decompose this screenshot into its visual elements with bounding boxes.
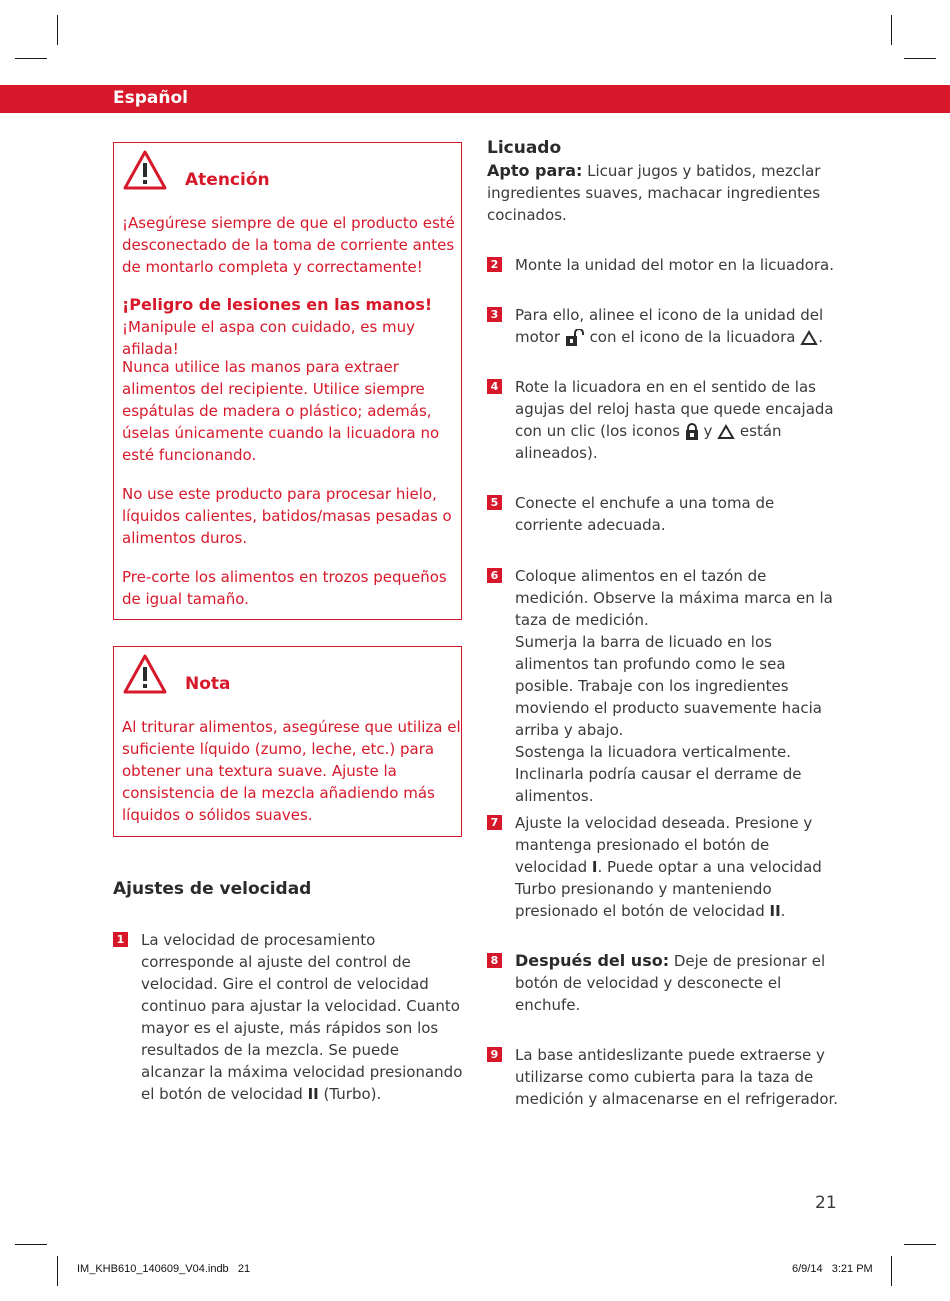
step-number: 6	[487, 568, 502, 583]
crop-mark	[15, 58, 47, 59]
step-text-part: Para ello, alinee el icono de la unidad del motor	[515, 306, 824, 346]
crop-mark	[15, 1244, 47, 1245]
step-text	[515, 950, 839, 1016]
step-number: 9	[487, 1047, 502, 1062]
triangle-marker-icon	[800, 330, 818, 346]
step-text: Conecte el enchufe a una toma de corriente adecuada.	[515, 494, 775, 534]
blending-step-2	[487, 254, 839, 276]
blending-step-7	[487, 812, 839, 922]
step-text	[141, 929, 465, 1105]
blending-step-5	[487, 492, 839, 536]
blending-step-4	[487, 376, 839, 464]
blending-step-8	[487, 950, 839, 1016]
step-number: 5	[487, 495, 502, 510]
triangle-marker-icon	[717, 424, 735, 440]
crop-mark	[57, 1256, 58, 1286]
attention-box	[113, 142, 462, 620]
speed-button-label: I	[591, 858, 598, 876]
step-text: La base antideslizante puede extraerse y utilizarse como cubierta para la taza de medición y almacenarse en el refrigerador.	[515, 1046, 839, 1108]
step-text-part: .	[780, 902, 786, 920]
speed-step-1	[113, 929, 465, 1105]
step-text-part: . Puede optar a una velocidad Turbo presionando y manteniendo presionado el botón de velocidad	[515, 858, 822, 920]
blending-intro	[487, 160, 827, 226]
hand-injury-text: ¡Manipule el aspa con cuidado, es muy afilada!	[122, 318, 416, 358]
note-title: Nota	[185, 674, 231, 694]
footer-date: 6/9/14 3:21 PM	[792, 1263, 873, 1275]
language-label: Español	[113, 88, 188, 108]
step-text: Monte la unidad del motor en la licuadora.	[515, 256, 835, 274]
intro-text: Licuar jugos y batidos, mezclar ingredientes suaves, machacar ingredientes cocinados.	[487, 162, 821, 224]
step-text	[515, 376, 839, 464]
attention-paragraph: ¡Asegúrese siempre de que el producto esté desconectado de la toma de corriente antes de montarlo completa y correctamente!	[122, 214, 455, 276]
attention-title: Atención	[185, 170, 270, 190]
footer-filename: IM_KHB610_140609_V04.indb 21	[77, 1263, 251, 1275]
turbo-button-label: II	[769, 902, 781, 920]
language-header-bar	[0, 85, 950, 113]
step-text-part: La velocidad de procesamiento corresponde al ajuste del control de velocidad. Gire el control de velocidad continuo para ajustar la velocidad. Cuanto mayor es el ajuste, más rápidos son los resultados de la mezcla. Se puede alcanzar la máxima velocidad presionando el botón de velocidad	[141, 931, 463, 1103]
after-use-label: Después del uso:	[515, 951, 670, 970]
step-text-part: .	[818, 328, 824, 346]
hand-injury-warning: ¡Peligro de lesiones en las manos!	[122, 295, 433, 314]
step-number: 1	[113, 932, 128, 947]
turbo-button-label: II	[307, 1085, 319, 1103]
step-text: Coloque alimentos en el tazón de medición. Observe la máxima marca en la taza de medición. Sumerja la barra de licuado en los alimentos tan profundo como le sea posible. Trabaje con los ingredientes moviendo el producto suavemente hacia arriba y abajo. Sostenga la licuadora verticalmente. Inclinarla podría causar el derrame de alimentos.	[515, 567, 833, 805]
warning-triangle-icon	[122, 149, 168, 191]
crop-mark	[904, 58, 936, 59]
step-text-part: Deje de presionar el botón de velocidad y desconecte el enchufe.	[515, 952, 826, 1014]
note-box	[113, 646, 462, 837]
step-text-part: están alineados).	[515, 422, 782, 462]
unlock-icon	[565, 329, 585, 347]
step-text-part: Ajuste la velocidad deseada. Presione y mantenga presionado el botón de velocidad	[515, 814, 813, 876]
blending-step-3	[487, 304, 839, 348]
speed-heading: Ajustes de velocidad	[113, 879, 312, 899]
attention-paragraph	[122, 294, 462, 360]
intro-label: Apto para:	[487, 161, 583, 180]
lock-icon	[685, 423, 699, 441]
warning-triangle-icon	[122, 653, 168, 695]
step-text-part: (Turbo).	[318, 1085, 382, 1103]
step-text	[515, 304, 839, 348]
crop-mark	[891, 15, 892, 45]
step-number: 3	[487, 307, 502, 322]
step-number: 2	[487, 257, 502, 272]
step-text	[515, 812, 839, 922]
blending-step-6	[487, 565, 839, 807]
step-number: 4	[487, 379, 502, 394]
step-number: 7	[487, 815, 502, 830]
step-text-part: Rote la licuadora en en el sentido de las agujas del reloj hasta que quede encajada con un clic (los iconos	[515, 378, 834, 440]
attention-paragraph: Pre-corte los alimentos en trozos pequeños de igual tamaño.	[122, 568, 447, 608]
crop-mark	[904, 1244, 936, 1245]
step-text-part: con el icono de la licuadora	[584, 328, 801, 346]
step-text-part: y	[698, 422, 718, 440]
crop-mark	[891, 1256, 892, 1286]
crop-mark	[57, 15, 58, 45]
attention-paragraph: No use este producto para procesar hielo, líquidos calientes, batidos/masas pesadas o alimentos duros.	[122, 485, 452, 547]
blending-heading: Licuado	[487, 138, 562, 158]
attention-paragraph: Nunca utilice las manos para extraer alimentos del recipiente. Utilice siempre espátulas de madera o plástico; además, úselas únicamente cuando la licuadora no esté funcionando.	[122, 358, 440, 464]
blending-step-9	[487, 1044, 839, 1110]
note-paragraph: Al triturar alimentos, asegúrese que utiliza el suficiente líquido (zumo, leche, etc.) para obtener una textura suave. Ajuste la consistencia de la mezcla añadiendo más líquidos o sólidos suaves.	[122, 718, 461, 824]
page-number: 21	[815, 1193, 837, 1213]
step-number: 8	[487, 953, 502, 968]
